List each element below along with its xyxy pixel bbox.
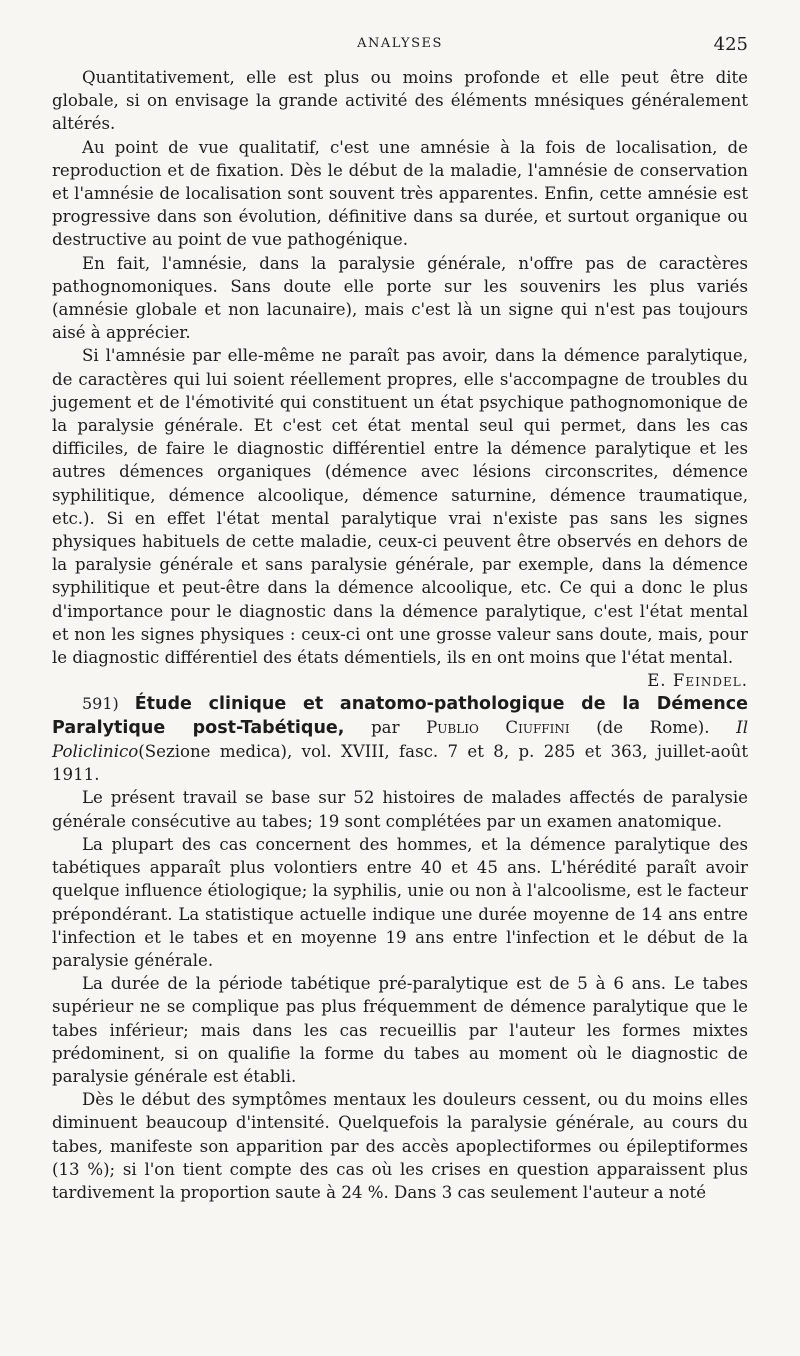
paragraph: Si l'amnésie par elle-même ne paraît pas avoir, dans la démence paralytique, de caractères qui lui soient réellement propres, elle s'accompagne de troubles du jugement et de l'émotivité qui constituent un état psychique pathognomonique de la paralysie générale. Et c'est cet état mental seul qui permet, dans les cas difficiles, de faire le diagnostic différentiel entre la démence paralytique et les autres démences organiques (démence avec lésions circonscrites, démence syphilitique, démence alcoolique, démence saturnine, démence traumatique, etc.). Si en effet l'état mental paralytique vrai n'existe pas sans les signes physiques habituels de cette maladie, ceux-ci peuvent être observés en dehors de la paralysie générale et sans paralysie générale, par exemple, dans la démence syphilitique et peut-être dans la démence alcoolique, etc. Ce qui a donc le plus d'importance pour le diagnostic dans la démence paralytique, c'est l'état mental et non les signes physiques : ceux-ci ont une grosse valeur sans doute, mais, pour le diagnostic différentiel des états démentiels, ils en ont moins que l'état mental. bbox=[52, 346, 748, 668]
page-body bbox=[52, 66, 748, 1204]
paragraph: Dès le début des symptômes mentaux les douleurs cessent, ou du moins elles diminuent beaucoup d'intensité. Quelquefois la paralysie générale, au cours du tabes, manifeste son apparition par des accès apoplectiformes ou épileptiformes (13 %); si l'on tient compte des cas où les crises en question apparaissent plus tardivement la proportion saute à 24 %. Dans 3 cas seulement l'auteur a noté bbox=[52, 1090, 748, 1202]
paragraph: Au point de vue qualitatif, c'est une amnésie à la fois de localisation, de reproduction et de fixation. Dès le début de la maladie, l'amnésie de conservation et l'amnésie de localisation sont souvent très apparentes. Enfin, cette amnésie est progressive dans son évolution, définitive dans sa durée, et surtout organique ou destructive au point de vue pathogénique. bbox=[52, 137, 748, 250]
paragraph: Le présent travail se base sur 52 histoires de malades affectés de paralysie générale consécutive au tabes; 19 sont complétées par un examen anatomique. bbox=[52, 788, 748, 831]
paragraph: La plupart des cas concernent des hommes, et la démence paralytique des tabétiques apparaît plus volontiers entre 40 et 45 ans. L'hérédité paraît avoir quelque influence étiologique; la syphilis, unie ou non à l'alcoolisme, est le facteur prépondérant. La statistique actuelle indique une durée moyenne de 14 ans entre l'infection et le tabes et en moyenne 19 ans entre l'infection et le début de la paralysie générale. bbox=[52, 834, 748, 970]
article-heading bbox=[52, 692, 748, 786]
review-signature: E. Feindel. bbox=[647, 671, 748, 691]
article-title: Étude clinique et anatomo-pathologique de la Démence Paralytique post-Tabétique, bbox=[52, 694, 749, 739]
journal-citation: (Sezione medica), vol. XVIII, fasc. 7 et 8, p. 285 et 363, juillet-août 1911. bbox=[52, 742, 748, 785]
page-header bbox=[52, 34, 748, 56]
author-prefix: par bbox=[371, 718, 400, 738]
page-number: 425 bbox=[713, 34, 748, 55]
paragraph: En fait, l'amnésie, dans la paralysie générale, n'offre pas de caractères pathognomoniques. Sans doute elle porte sur les souvenirs les plus variés (amnésie globale et non lacunaire), mais c'est là un signe qui n'est pas toujours aisé à apprécier. bbox=[52, 253, 748, 343]
article-author: Publio Ciuffini bbox=[426, 718, 570, 738]
journal-name: Il Policlinico bbox=[52, 718, 749, 762]
author-place: (de Rome). bbox=[596, 718, 710, 738]
article-number: 591) bbox=[82, 694, 119, 714]
paragraph: La durée de la période tabétique pré-paralytique est de 5 à 6 ans. Le tabes supérieur ne se complique pas plus fréquemment de démence paralytique que le tabes inférieur; mais dans les cas recueillis par l'auteur les formes mixtes prédominent, si on qualifie la forme du tabes au moment où le diagnostic de paralysie générale est établi. bbox=[52, 974, 748, 1086]
paragraph: Quantitativement, elle est plus ou moins profonde et elle peut être dite globale, si on envisage la grande activité des éléments mnésiques généralement altérés. bbox=[52, 68, 748, 134]
running-title: ANALYSES bbox=[357, 36, 443, 51]
